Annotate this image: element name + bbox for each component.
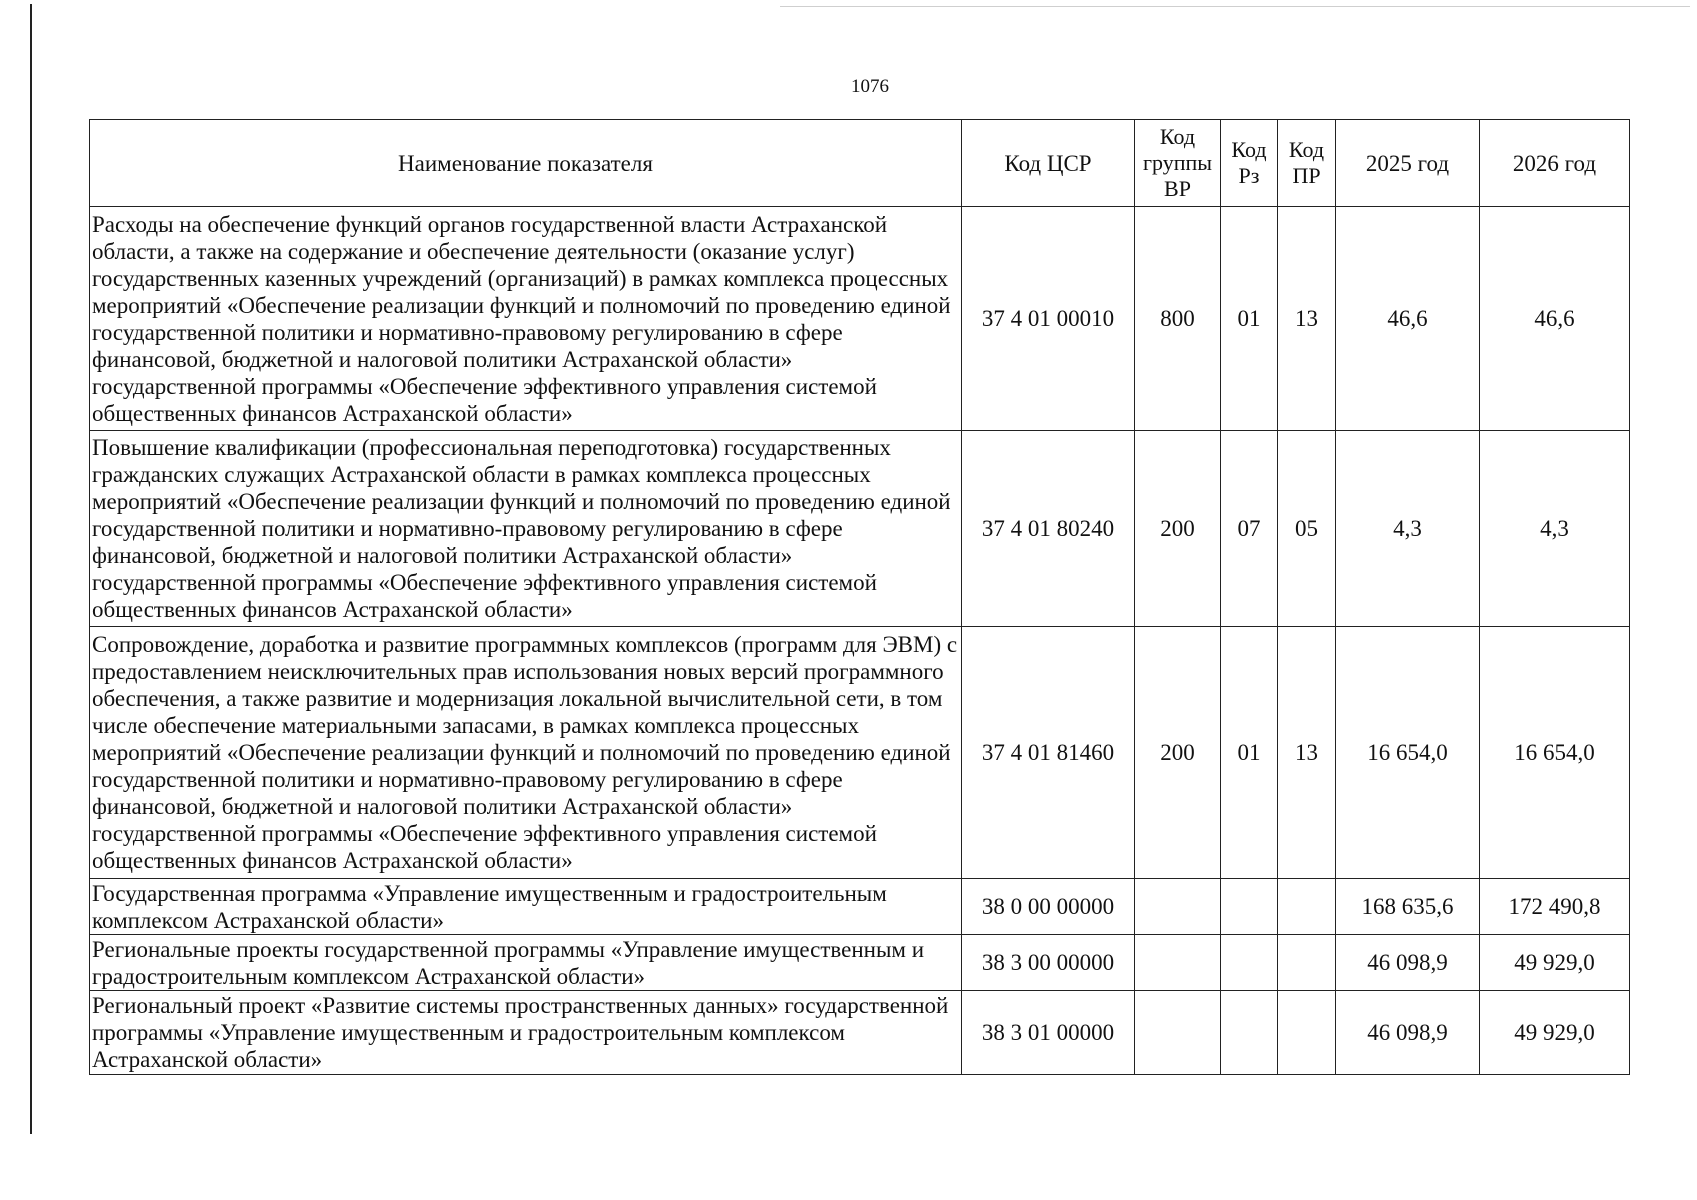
- row-csr: 37 4 01 00010: [962, 207, 1135, 431]
- row-rz: [1221, 935, 1278, 991]
- scan-edge-line: [780, 6, 1690, 7]
- row-2025: 46,6: [1336, 207, 1480, 431]
- header-rz: Код Рз: [1221, 120, 1278, 207]
- table-row: [90, 879, 1630, 935]
- row-pr: [1278, 991, 1336, 1075]
- row-vr: [1135, 879, 1221, 935]
- table-row: [90, 627, 1630, 879]
- row-2026: 49 929,0: [1480, 935, 1630, 991]
- row-2025: 4,3: [1336, 431, 1480, 627]
- row-2025: 46 098,9: [1336, 935, 1480, 991]
- row-vr: [1135, 991, 1221, 1075]
- header-name: Наименование показателя: [90, 120, 962, 207]
- header-vr: Код группы ВР: [1135, 120, 1221, 207]
- header-pr: Код ПР: [1278, 120, 1336, 207]
- row-pr: 13: [1278, 207, 1336, 431]
- row-pr: [1278, 879, 1336, 935]
- row-csr: 37 4 01 81460: [962, 627, 1135, 879]
- row-vr: 200: [1135, 627, 1221, 879]
- header-csr: Код ЦСР: [962, 120, 1135, 207]
- row-2026: 4,3: [1480, 431, 1630, 627]
- row-name: Государственная программа «Управление имущественным и градостроительным комплексом Астраханской области»: [90, 879, 962, 935]
- budget-table: [89, 119, 1630, 1075]
- row-2026: 16 654,0: [1480, 627, 1630, 879]
- row-pr: 13: [1278, 627, 1336, 879]
- row-name: Сопровождение, доработка и развитие программных комплексов (программ для ЭВМ) с предоставлением неисключительных прав использования новых версий программного обеспечения, а также развитие и модернизация локальной вычислительной сети, в том числе обеспечение материальными запасами, в рамках комплекса процессных мероприятий «Обеспечение реализации функций и полномочий по проведению единой государственной политики и нормативно-правовому регулированию в сфере финансовой, бюджетной и налоговой политики Астраханской области» государственной программы «Обеспечение эффективного управления системой общественных финансов Астраханской области»: [90, 627, 962, 879]
- row-2025: 168 635,6: [1336, 879, 1480, 935]
- table-row: [90, 935, 1630, 991]
- row-rz: 01: [1221, 207, 1278, 431]
- row-2026: 172 490,8: [1480, 879, 1630, 935]
- table-body: [90, 207, 1630, 1075]
- row-name: Повышение квалификации (профессиональная переподготовка) государственных гражданских служащих Астраханской области в рамках комплекса процессных мероприятий «Обеспечение реализации функций и полномочий по проведению единой государственной политики и нормативно-правовому регулированию в сфере финансовой, бюджетной и налоговой политики Астраханской области» государственной программы «Обеспечение эффективного управления системой общественных финансов Астраханской области»: [90, 431, 962, 627]
- row-csr: 37 4 01 80240: [962, 431, 1135, 627]
- row-csr: 38 3 01 00000: [962, 991, 1135, 1075]
- row-rz: [1221, 879, 1278, 935]
- table-row: [90, 991, 1630, 1075]
- row-rz: 07: [1221, 431, 1278, 627]
- header-2026: 2026 год: [1480, 120, 1630, 207]
- row-rz: 01: [1221, 627, 1278, 879]
- header-2025: 2025 год: [1336, 120, 1480, 207]
- row-pr: 05: [1278, 431, 1336, 627]
- row-name: Расходы на обеспечение функций органов государственной власти Астраханской области, а также на содержание и обеспечение деятельности (оказание услуг) государственных казенных учреждений (организаций) в рамках комплекса процессных мероприятий «Обеспечение реализации функций и полномочий по проведению единой государственной политики и нормативно-правовому регулированию в сфере финансовой, бюджетной и налоговой политики Астраханской области» государственной программы «Обеспечение эффективного управления системой общественных финансов Астраханской области»: [90, 207, 962, 431]
- row-vr: 200: [1135, 431, 1221, 627]
- row-2025: 16 654,0: [1336, 627, 1480, 879]
- row-2026: 46,6: [1480, 207, 1630, 431]
- row-pr: [1278, 935, 1336, 991]
- row-2025: 46 098,9: [1336, 991, 1480, 1075]
- row-vr: 800: [1135, 207, 1221, 431]
- row-name: Региональный проект «Развитие системы пространственных данных» государственной программы «Управление имущественным и градостроительным комплексом Астраханской области»: [90, 991, 962, 1075]
- row-rz: [1221, 991, 1278, 1075]
- table-row: [90, 207, 1630, 431]
- row-2026: 49 929,0: [1480, 991, 1630, 1075]
- row-csr: 38 3 00 00000: [962, 935, 1135, 991]
- table-header: [90, 120, 1630, 207]
- table-row: [90, 431, 1630, 627]
- page-number: 1076: [851, 76, 889, 97]
- row-csr: 38 0 00 00000: [962, 879, 1135, 935]
- row-name: Региональные проекты государственной программы «Управление имущественным и градостроительным комплексом Астраханской области»: [90, 935, 962, 991]
- row-vr: [1135, 935, 1221, 991]
- margin-rule: [30, 4, 32, 1134]
- header-row: [90, 120, 1630, 207]
